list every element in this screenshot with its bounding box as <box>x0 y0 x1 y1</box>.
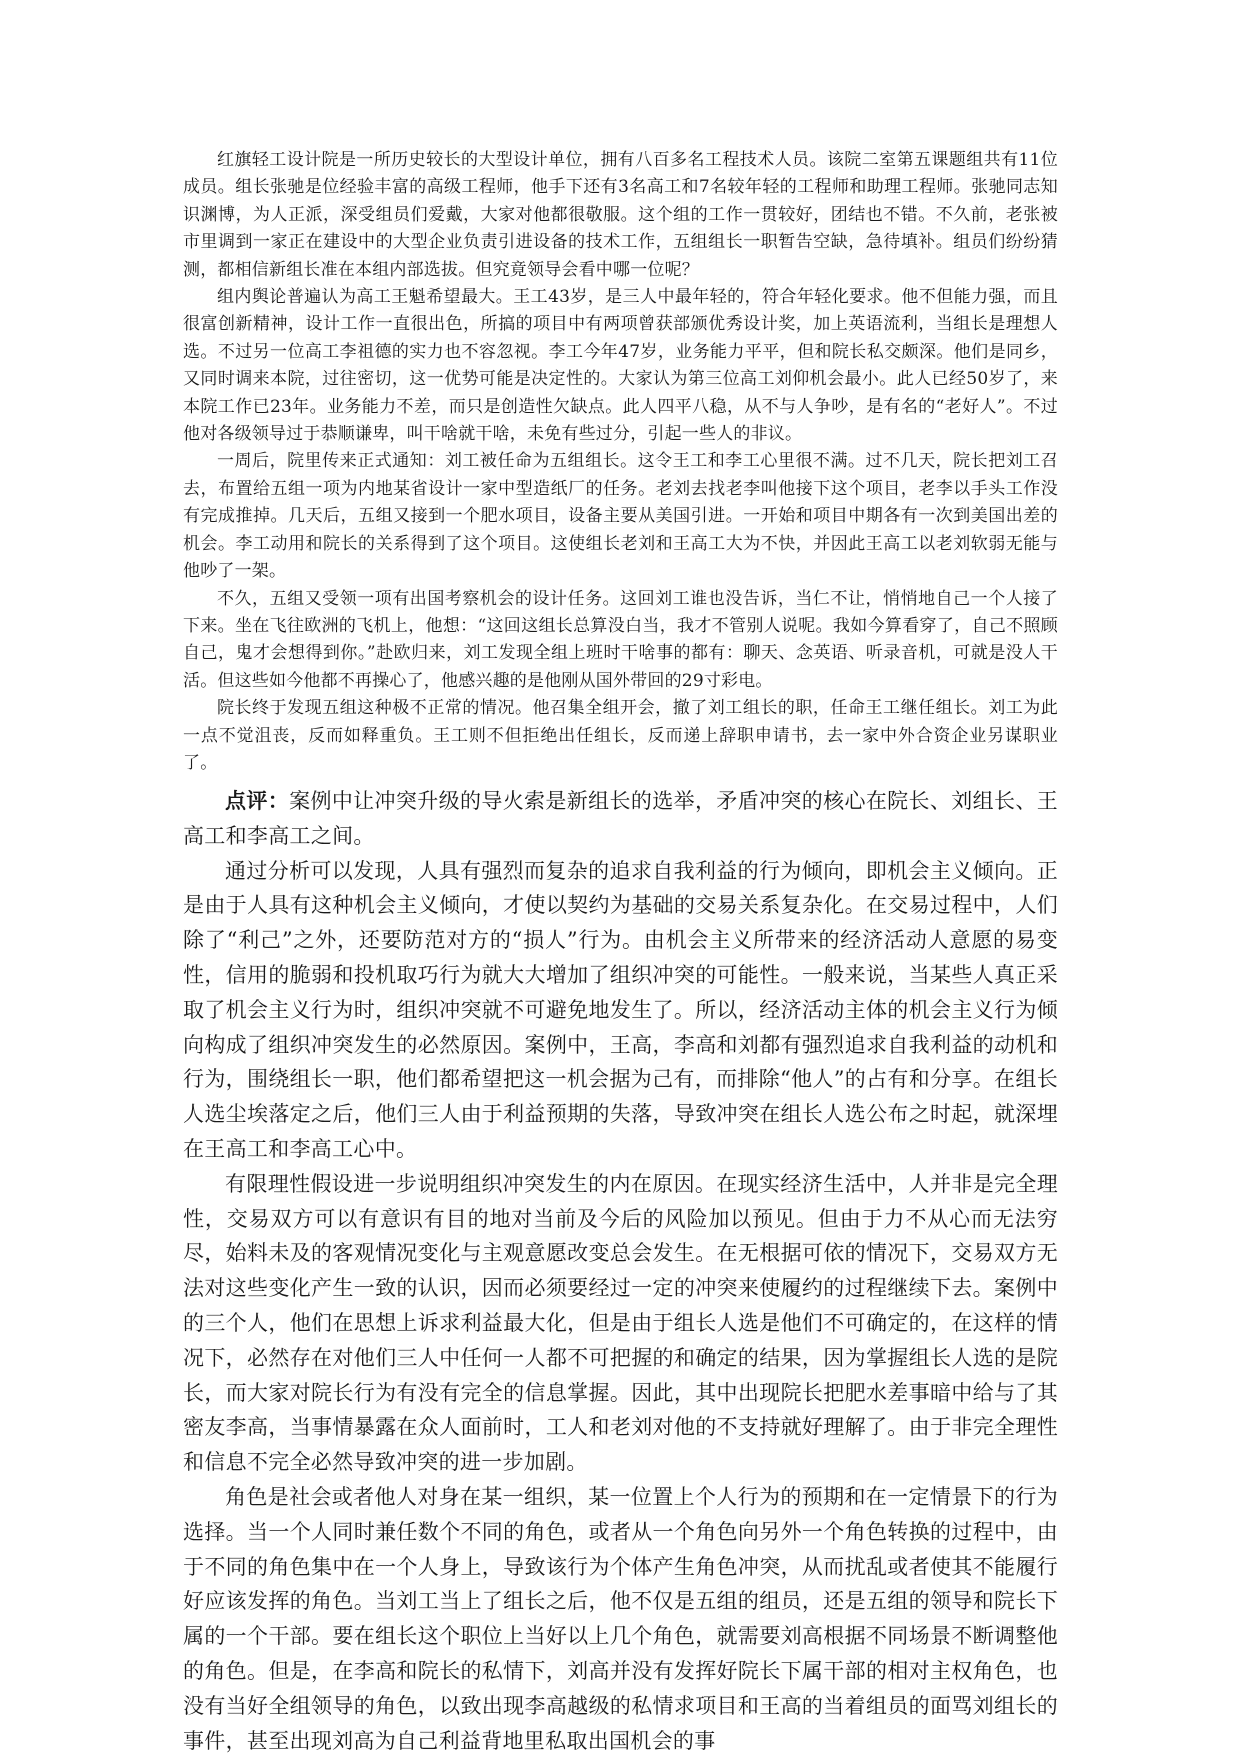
commentary-paragraph-2: 有限理性假设进一步说明组织冲突发生的内在原因。在现实经济生活中，人并非是完全理性，交易双方可以有意识有目的地对当前及今后的风险加以预见。但由于力不从心而无法穷尽，始料未及的客观情况变化与主观意愿改变总会发生。在无根据可依的情况下，交易双方无法对这些变化产生一致的认识，因而必须要经过一定的冲突来使履约的过程继续下去。案例中的三个人，他们在思想上诉求利益最大化，但是由于组长人选是他们不可确定的，在这样的情况下，必然存在对他们三人中任何一人都不可把握的和确定的结果，因为掌握组长人选的是院长，而大家对院长行为有没有完全的信息掌握。因此，其中出现院长把肥水差事暗中给与了其密友李高，当事情暴露在众人面前时，工人和老刘对他的不支持就好理解了。由于非完全理性和信息不完全必然导致冲突的进一步加剧。 <box>183 1171 1058 1475</box>
commentary-section <box>183 784 1058 1758</box>
case-paragraph-2: 组内舆论普遍认为高工王魁希望最大。王工43岁，是三人中最年轻的，符合年轻化要求。他不但能力强，而且很富创新精神，设计工作一直很出色，所搞的项目中有两项曾获部颁优秀设计奖，加上英语流利，当组长是理想人选。不过另一位高工李祖德的实力也不容忽视。李工今年47岁，业务能力平平，但和院长私交颇深。他们是同乡，又同时调来本院，过往密切，这一优势可能是决定性的。大家认为第三位高工刘仰机会最小。此人已经50岁了，来本院工作已23年。业务能力不差，而只是创造性欠缺点。此人四平八稳，从不与人争吵，是有名的“老好人”。不过他对各级领导过于恭顺谦卑，叫干啥就干啥，未免有些过分，引起一些人的非议。 <box>183 287 1058 445</box>
commentary-label: 点评： <box>225 788 290 813</box>
case-paragraph-3: 一周后，院里传来正式通知：刘工被任命为五组组长。这令王工和李工心里很不满。过不几天，院长把刘工召去，布置给五组一项为内地某省设计一家中型造纸厂的任务。老刘去找老李叫他接下这个项目，老李以手头工作没有完成推掉。几天后，五组又接到一个肥水项目，设备主要从美国引进。一开始和项目中期各有一次到美国出差的机会。李工动用和院长的关系得到了这个项目。这使组长老刘和王高工大为不快，并因此王高工以老刘软弱无能与他吵了一架。 <box>183 451 1058 582</box>
commentary-intro-text: 案例中让冲突升级的导火索是新组长的选举，矛盾冲突的核心在院长、刘组长、王高工和李高工之间。 <box>183 789 1059 848</box>
case-paragraph-4: 不久，五组又受领一项有出国考察机会的设计任务。这回刘工谁也没告诉，当仁不让，悄悄地自己一个人接了下来。坐在飞往欧洲的飞机上，他想：“这回这组长总算没白当，我才不管别人说呢。我如今算看穿了，自己不照顾自己，鬼才会想得到你。”赴欧归来，刘工发现全组上班时干啥事的都有：聊天、念英语、听录音机，可就是没人干活。但这些如今他都不再操心了，他感兴趣的是他刚从国外带回的29寸彩电。 <box>183 588 1058 691</box>
case-study-section <box>183 147 1058 777</box>
commentary-paragraph-3: 角色是社会或者他人对身在某一组织，某一位置上个人行为的预期和在一定情景下的行为选择。当一个人同时兼任数个不同的角色，或者从一个角色向另外一个角色转换的过程中，由于不同的角色集中在一个人身上，导致该行为个体产生角色冲突，从而扰乱或者使其不能履行好应该发挥的角色。当刘工当上了组长之后，他不仅是五组的组员，还是五组的领导和院长下属的一个干部。要在组长这个职位上当好以上几个角色，就需要刘高根据不同场景不断调整他的角色。但是，在李高和院长的私情下，刘高并没有发挥好院长下属干部的相对主权角色，也没有当好全组领导的角色，以致出现李高越级的私情求项目和王高的当着组员的面骂刘组长的事件，甚至出现刘高为自己利益背地里私取出国机会的事 <box>183 1484 1058 1753</box>
case-paragraph-1: 红旗轻工设计院是一所历史较长的大型设计单位，拥有八百多名工程技术人员。该院二室第五课题组共有11位成员。组长张驰是位经验丰富的高级工程师，他手下还有3名高工和7名较年轻的工程师和助理工程师。张驰同志知识渊博，为人正派，深受组员们爱戴，大家对他都很敬服。这个组的工作一贯较好，团结也不错。不久前，老张被市里调到一家正在建设中的大型企业负责引进设备的技术工作，五组组长一职暂告空缺，急待填补。组员们纷纷猜测，都相信新组长准在本组内部选拔。但究竟领导会看中哪一位呢？ <box>183 150 1058 280</box>
commentary-paragraph-1: 通过分析可以发现，人具有强烈而复杂的追求自我利益的行为倾向，即机会主义倾向。正是由于人具有这种机会主义倾向，才使以契约为基础的交易关系复杂化。在交易过程中，人们除了“利己”之外，还要防范对方的“损人”行为。由机会主义所带来的经济活动人意愿的易变性，信用的脆弱和投机取巧行为就大大增加了组织冲突的可能性。一般来说，当某些人真正采取了机会主义行为时，组织冲突就不可避免地发生了。所以，经济活动主体的机会主义行为倾向构成了组织冲突发生的必然原因。案例中，王高，李高和刘都有强烈追求自我利益的动机和行为，围绕组长一职，他们都希望把这一机会据为己有，而排除“他人”的占有和分享。在组长人选尘埃落定之后，他们三人由于利益预期的失落，导致冲突在组长人选公布之时起，就深埋在王高工和李高工心中。 <box>183 858 1058 1161</box>
commentary-intro-paragraph <box>183 784 1058 854</box>
case-paragraph-5: 院长终于发现五组这种极不正常的情况。他召集全组开会，撤了刘工组长的职，任命王工继任组长。刘工为此一点不觉沮丧，反而如释重负。王工则不但拒绝出任组长，反而递上辞职申请书，去一家中外合资企业另谋职业了。 <box>183 698 1058 773</box>
